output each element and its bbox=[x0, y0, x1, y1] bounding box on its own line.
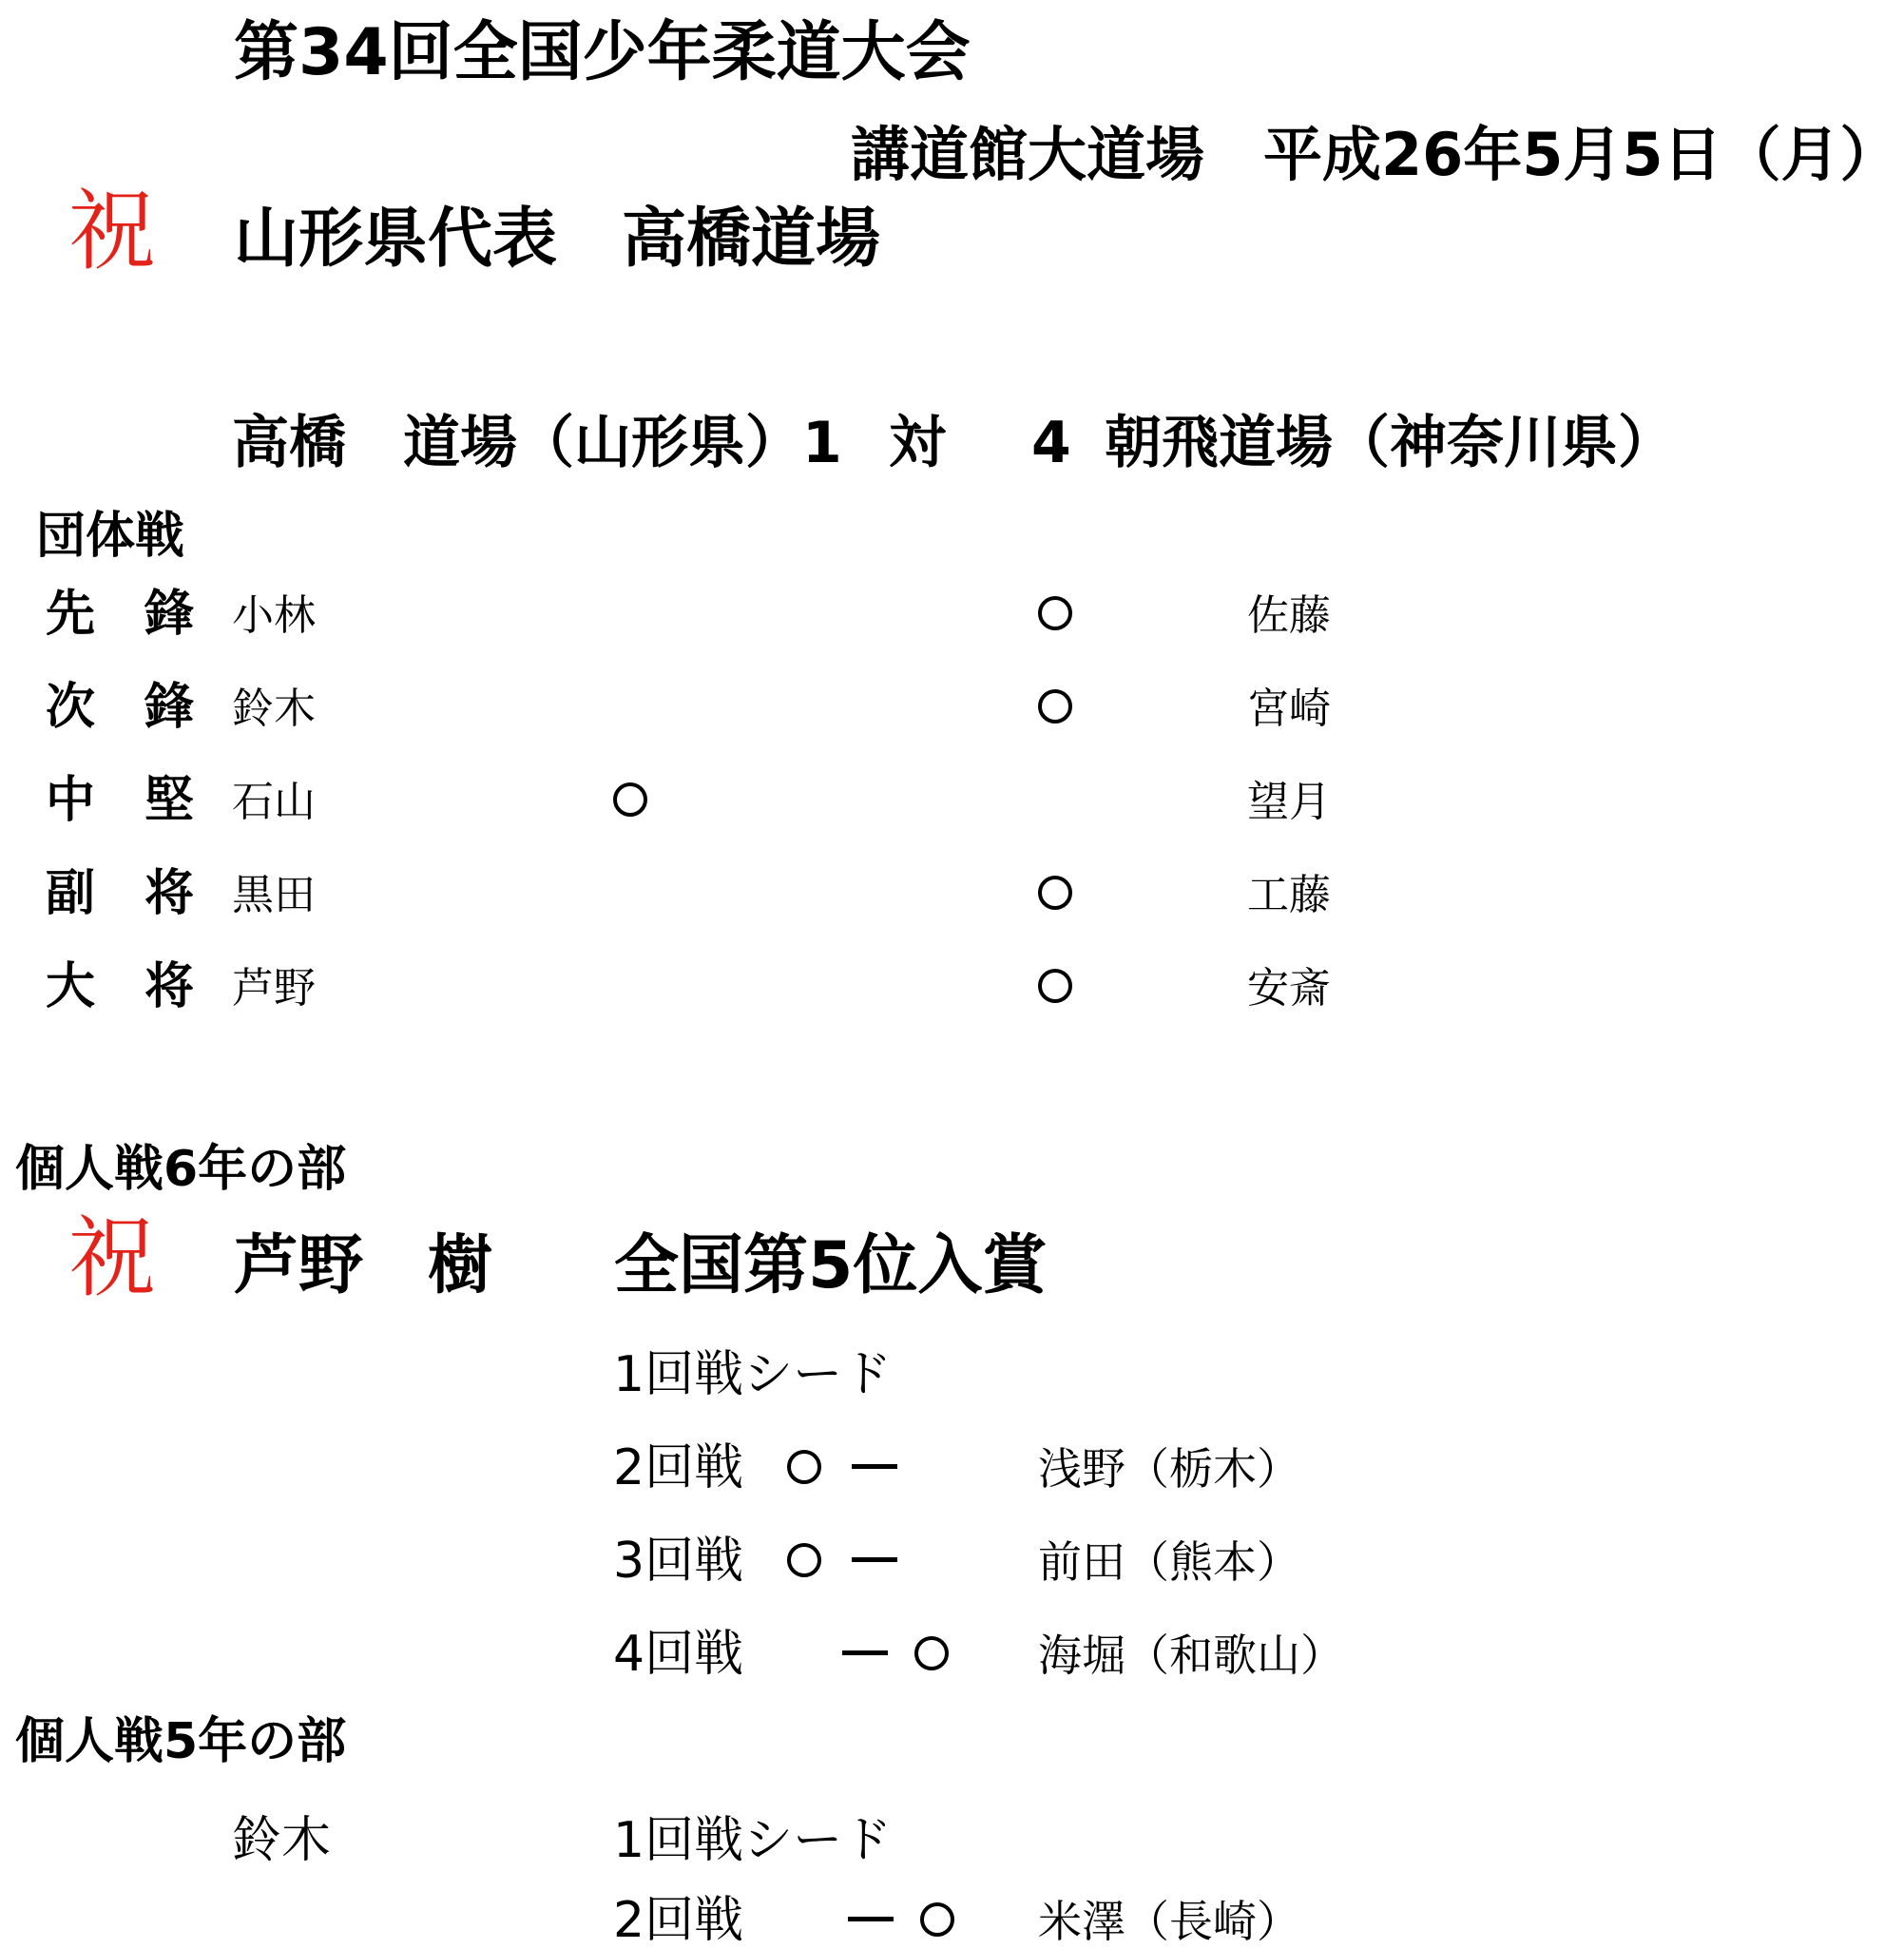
opponent-player: 安斎 bbox=[1247, 964, 1331, 1013]
round-label: 2回戦 bbox=[613, 1892, 744, 1949]
position-label: 中 堅 bbox=[46, 772, 195, 829]
loss-dash-icon bbox=[852, 1557, 897, 1562]
page-title: 第34回全国少年柔道大会 bbox=[234, 15, 971, 90]
win-circle-icon bbox=[920, 1902, 954, 1937]
team-away: 朝飛道場（神奈川県） bbox=[1105, 410, 1675, 476]
win-circle-icon bbox=[787, 1450, 821, 1484]
our-player: 石山 bbox=[232, 778, 316, 826]
win-circle-icon bbox=[1038, 689, 1072, 724]
round-label: 3回戦 bbox=[613, 1533, 744, 1590]
position-label: 先 鋒 bbox=[46, 586, 195, 643]
versus-label: 対 bbox=[889, 410, 946, 476]
our-player: 鈴木 bbox=[232, 685, 316, 733]
section-individual-6-label: 個人戦6年の部 bbox=[15, 1141, 347, 1198]
round-label: 1回戦シード bbox=[613, 1346, 893, 1403]
win-circle-icon bbox=[787, 1543, 821, 1577]
individual-6-result: 全国第5位入賞 bbox=[614, 1228, 1048, 1303]
round-label: 1回戦シード bbox=[613, 1812, 893, 1869]
position-label: 大 将 bbox=[46, 958, 195, 1015]
win-circle-icon bbox=[914, 1636, 949, 1670]
celebrate-mark: 祝 bbox=[68, 1207, 157, 1309]
away-score: 4 bbox=[1031, 410, 1071, 476]
venue-date: 講道館大道場 平成26年5月5日（月） bbox=[851, 120, 1899, 189]
position-label: 次 鋒 bbox=[46, 679, 195, 736]
round-label: 2回戦 bbox=[613, 1439, 744, 1496]
opponent-player: 前田（熊本） bbox=[1038, 1536, 1300, 1588]
opponent-player: 佐藤 bbox=[1247, 591, 1331, 640]
round-label: 4回戦 bbox=[613, 1626, 744, 1683]
opponent-player: 宮崎 bbox=[1247, 685, 1331, 733]
win-circle-icon bbox=[1038, 969, 1072, 1003]
win-circle-icon bbox=[1038, 876, 1072, 910]
celebrate-mark: 祝 bbox=[68, 181, 157, 282]
opponent-player: 海堀（和歌山） bbox=[1038, 1630, 1344, 1681]
position-label: 副 将 bbox=[46, 865, 195, 922]
opponent-player: 浅野（栃木） bbox=[1038, 1443, 1300, 1495]
our-player: 芦野 bbox=[232, 964, 316, 1013]
team-home: 高橋 道場（山形県）1 bbox=[232, 410, 842, 476]
win-circle-icon bbox=[613, 782, 647, 817]
loss-dash-icon bbox=[852, 1464, 897, 1469]
opponent-player: 米澤（長崎） bbox=[1038, 1896, 1300, 1947]
section-individual-5-label: 個人戦5年の部 bbox=[15, 1713, 347, 1770]
opponent-player: 望月 bbox=[1247, 778, 1331, 826]
loss-dash-icon bbox=[842, 1650, 888, 1655]
section-team-label: 団体戦 bbox=[36, 508, 185, 565]
celebrate-team: 山形県代表 高橋道場 bbox=[234, 202, 881, 277]
opponent-player: 工藤 bbox=[1247, 871, 1331, 919]
our-player: 小林 bbox=[232, 591, 316, 640]
individual-5-player: 鈴木 bbox=[232, 1812, 332, 1869]
our-player: 黒田 bbox=[232, 871, 316, 919]
win-circle-icon bbox=[1038, 596, 1072, 630]
loss-dash-icon bbox=[848, 1917, 894, 1921]
individual-6-player: 芦野 樹 bbox=[234, 1228, 493, 1303]
